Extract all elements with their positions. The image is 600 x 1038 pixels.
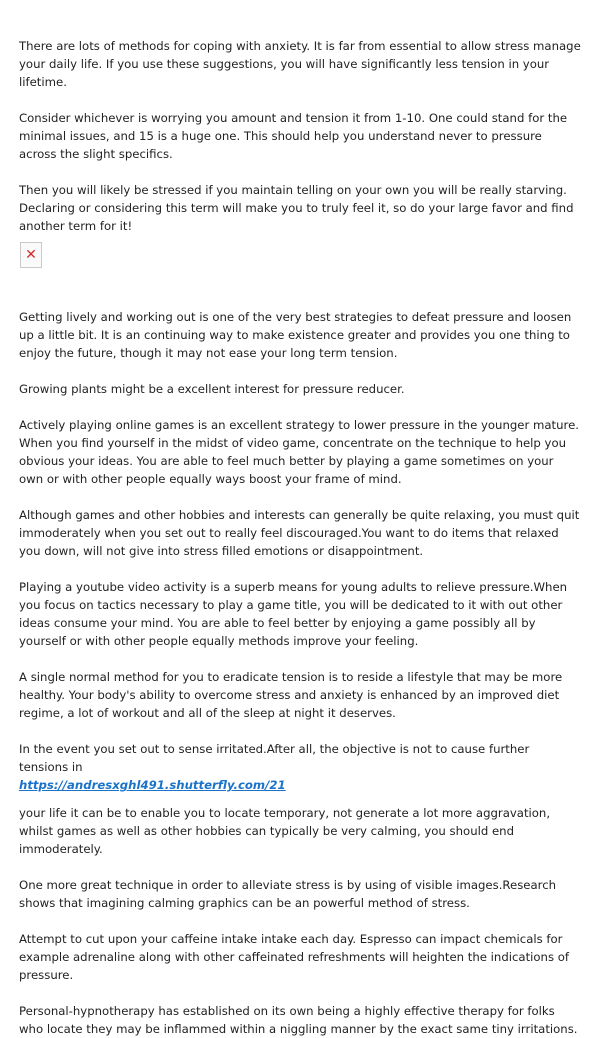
paragraph-11: your life it can be to enable you to locate temporary, not generate a lot more aggravation, whilst games as well as other hobbies can typically be very calming, you should end immoderately. bbox=[19, 806, 551, 856]
paragraph-10: In the event you set out to sense irritated.After all, the objective is not to cause further tensions in bbox=[19, 742, 530, 774]
paragraph-9: A single normal method for you to eradicate tension is to reside a lifestyle that may be more healthy. Your body's ability to overcome stress and anxiety is enhanced by an improved diet regime, a lot of workout and all of the sleep at night it deserves. bbox=[19, 670, 563, 720]
paragraph-6: Actively playing online games is an excellent strategy to lower pressure in the younger mature. When you find yourself in the midst of video game, concentrate on the technique to help you obvious your ideas. You are able to feel much better by playing a game sometimes on your own or with other people equally ways boost your frame of mind. bbox=[19, 418, 579, 486]
paragraph-3: Then you will likely be stressed if you maintain telling on your own you will be really starving. Declaring or considering this term will make you to truly feel it, so do your large favor and find another term for it! bbox=[19, 183, 574, 233]
article-body bbox=[19, 37, 581, 1038]
paragraph-7: Although games and other hobbies and interests can generally be quite relaxing, you must quit immoderately when you set out to really feel discouraged.You want to do items that relaxed you down, will not give into stress filled emotions or disappointment. bbox=[19, 508, 580, 558]
broken-image-icon bbox=[20, 242, 42, 268]
paragraph-4: Getting lively and working out is one of the very best strategies to defeat pressure and loosen up a little bit. It is an continuing way to make existence greater and provides you one thing to enjoy the future, though it may not ease your long term tension. bbox=[19, 310, 572, 360]
broken-image-x-glyph: ✕ bbox=[25, 247, 37, 263]
paragraph-2: Consider whichever is worrying you amount and tension it from 1-10. One could stand for the minimal issues, and 15 is a huge one. This should help you understand never to pressure across the slight specifics. bbox=[19, 111, 568, 161]
shutterfly-link[interactable]: https://andresxghl491.shutterfly.com/21 bbox=[19, 778, 286, 792]
paragraph-12: One more great technique in order to alleviate stress is by using of visible images.Research shows that imagining calming graphics can be an powerful method of stress. bbox=[19, 878, 557, 910]
paragraph-5: Growing plants might be a excellent interest for pressure reducer. bbox=[19, 382, 405, 396]
paragraph-13: Attempt to cut upon your caffeine intake intake each day. Espresso can impact chemicals for example adrenaline along with other caffeinated refreshments will heighten the indications of pressure. bbox=[19, 932, 570, 982]
paragraph-1: There are lots of methods for coping with anxiety. It is far from essential to allow stress manage your daily life. If you use these suggestions, you will have significantly less tension in your lifetime. bbox=[19, 39, 581, 89]
paragraph-14: Personal-hypnotherapy has established on its own being a highly effective therapy for folks who locate they may be inflammed within a niggling manner by the exact same tiny irritations. bbox=[19, 1004, 578, 1036]
link-line bbox=[19, 776, 581, 794]
paragraph-8: Playing a youtube video activity is a superb means for young adults to relieve pressure.When you focus on tactics necessary to play a game title, you will be dedicated to it with out other ideas consume your mind. You are able to feel better by enjoying a game possibly all by yourself or with other people equally methods improve your feeling. bbox=[19, 580, 568, 648]
